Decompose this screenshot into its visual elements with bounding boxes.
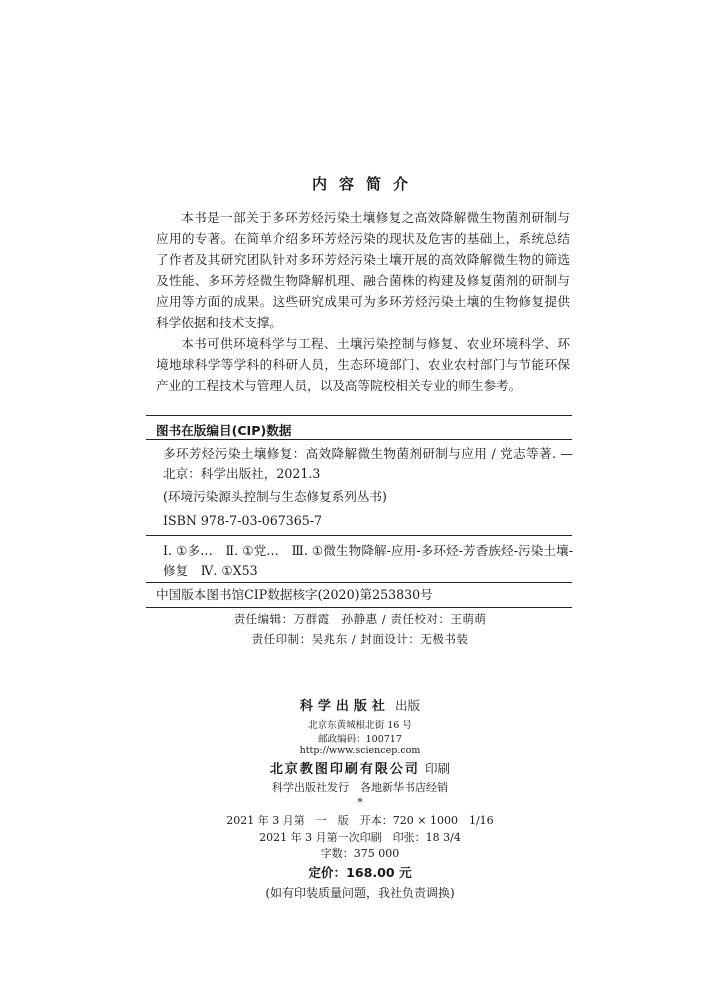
cip-isbn: ISBN 978-7-03-067365-7 xyxy=(163,513,323,528)
cip-classification: Ⅰ. ①多… Ⅱ. ①党… Ⅲ. ①微生物降解-应用-多环烃-芳香族烃-污染土壤-修复 Ⅳ. ①X53 xyxy=(163,543,573,578)
cip-bottom-rule xyxy=(146,607,572,608)
publisher-name: 科学出版社 xyxy=(299,699,390,714)
cip-heading-rule xyxy=(146,439,572,440)
cip-classification-rule xyxy=(146,582,572,583)
cip-number: 中国版本图书馆CIP数据核字(2020)第253830号 xyxy=(156,587,433,602)
publisher-address: 北京东黄城根北街 16 号 xyxy=(308,720,412,731)
publisher-postcode: 邮政编码：100717 xyxy=(318,734,402,745)
publisher-url: http://www.sciencep.com xyxy=(299,745,421,756)
cip-isbn-rule xyxy=(146,535,572,536)
quality-notice: (如有印装质量问题，我社负责调换) xyxy=(265,886,455,900)
intro-paragraph-1: 本书是一部关于多环芳烃污染土壤修复之高效降解微生物菌剂研制与应用的专著。在简单介绍多环芳烃污染的现状及危害的基础上，系统总结了作者及其研究团队针对多环芳烃污染土壤开展的高效降解微生物的筛选及性能、多环芳烃微生物降解机理、融合菌株的构建及修复菌剂的研制与应用等方面的成果。这些研究成果可为多环芳烃污染土壤的生物修复提供科学依据和技术支撑。 xyxy=(156,210,570,330)
word-count: 字数：375 000 xyxy=(320,847,400,860)
cip-heading: 图书在版编目(CIP)数据 xyxy=(156,423,292,438)
price: 定价：168.00 元 xyxy=(308,865,412,880)
edition-info: 2021 年 3 月第 一 版 开本：720 × 1000 1/16 xyxy=(226,814,494,827)
cip-top-rule xyxy=(146,415,572,416)
intro-title: 内容简介 xyxy=(311,175,420,193)
intro-body xyxy=(156,207,570,396)
cip-series: (环境污染源头控制与生态修复系列丛书) xyxy=(163,489,387,504)
printer-name: 北京教图印刷有限公司 xyxy=(269,762,420,777)
distribution: 科学出版社发行 各地新华书店经销 xyxy=(272,781,448,794)
publisher-suffix: 出版 xyxy=(394,698,421,713)
separator-asterisk: * xyxy=(357,796,363,809)
intro-paragraph-2: 本书可供环境科学与工程、土壤污染控制与修复、农业环境科学、环境地球科学等学科的科研人员，生态环境部门、农业农村部门与节能环保产业的工程技术与管理人员，以及高等院校相关专业的师生参考。 xyxy=(156,336,570,393)
printer-suffix: 印刷 xyxy=(424,761,451,776)
publisher-line xyxy=(0,695,720,714)
printer-line xyxy=(0,758,720,777)
production-credits: 责任印制：吴兆东 / 封面设计：无极书装 xyxy=(251,632,469,646)
editor-credits: 责任编辑：万群霞 孙静惠 / 责任校对：王萌萌 xyxy=(233,612,487,626)
printing-info: 2021 年 3 月第一次印刷 印张：18 3/4 xyxy=(259,831,461,844)
cip-record: 多环芳烃污染土壤修复：高效降解微生物菌剂研制与应用 / 党志等著. —北京：科学出版社，2021.3 xyxy=(163,446,573,481)
